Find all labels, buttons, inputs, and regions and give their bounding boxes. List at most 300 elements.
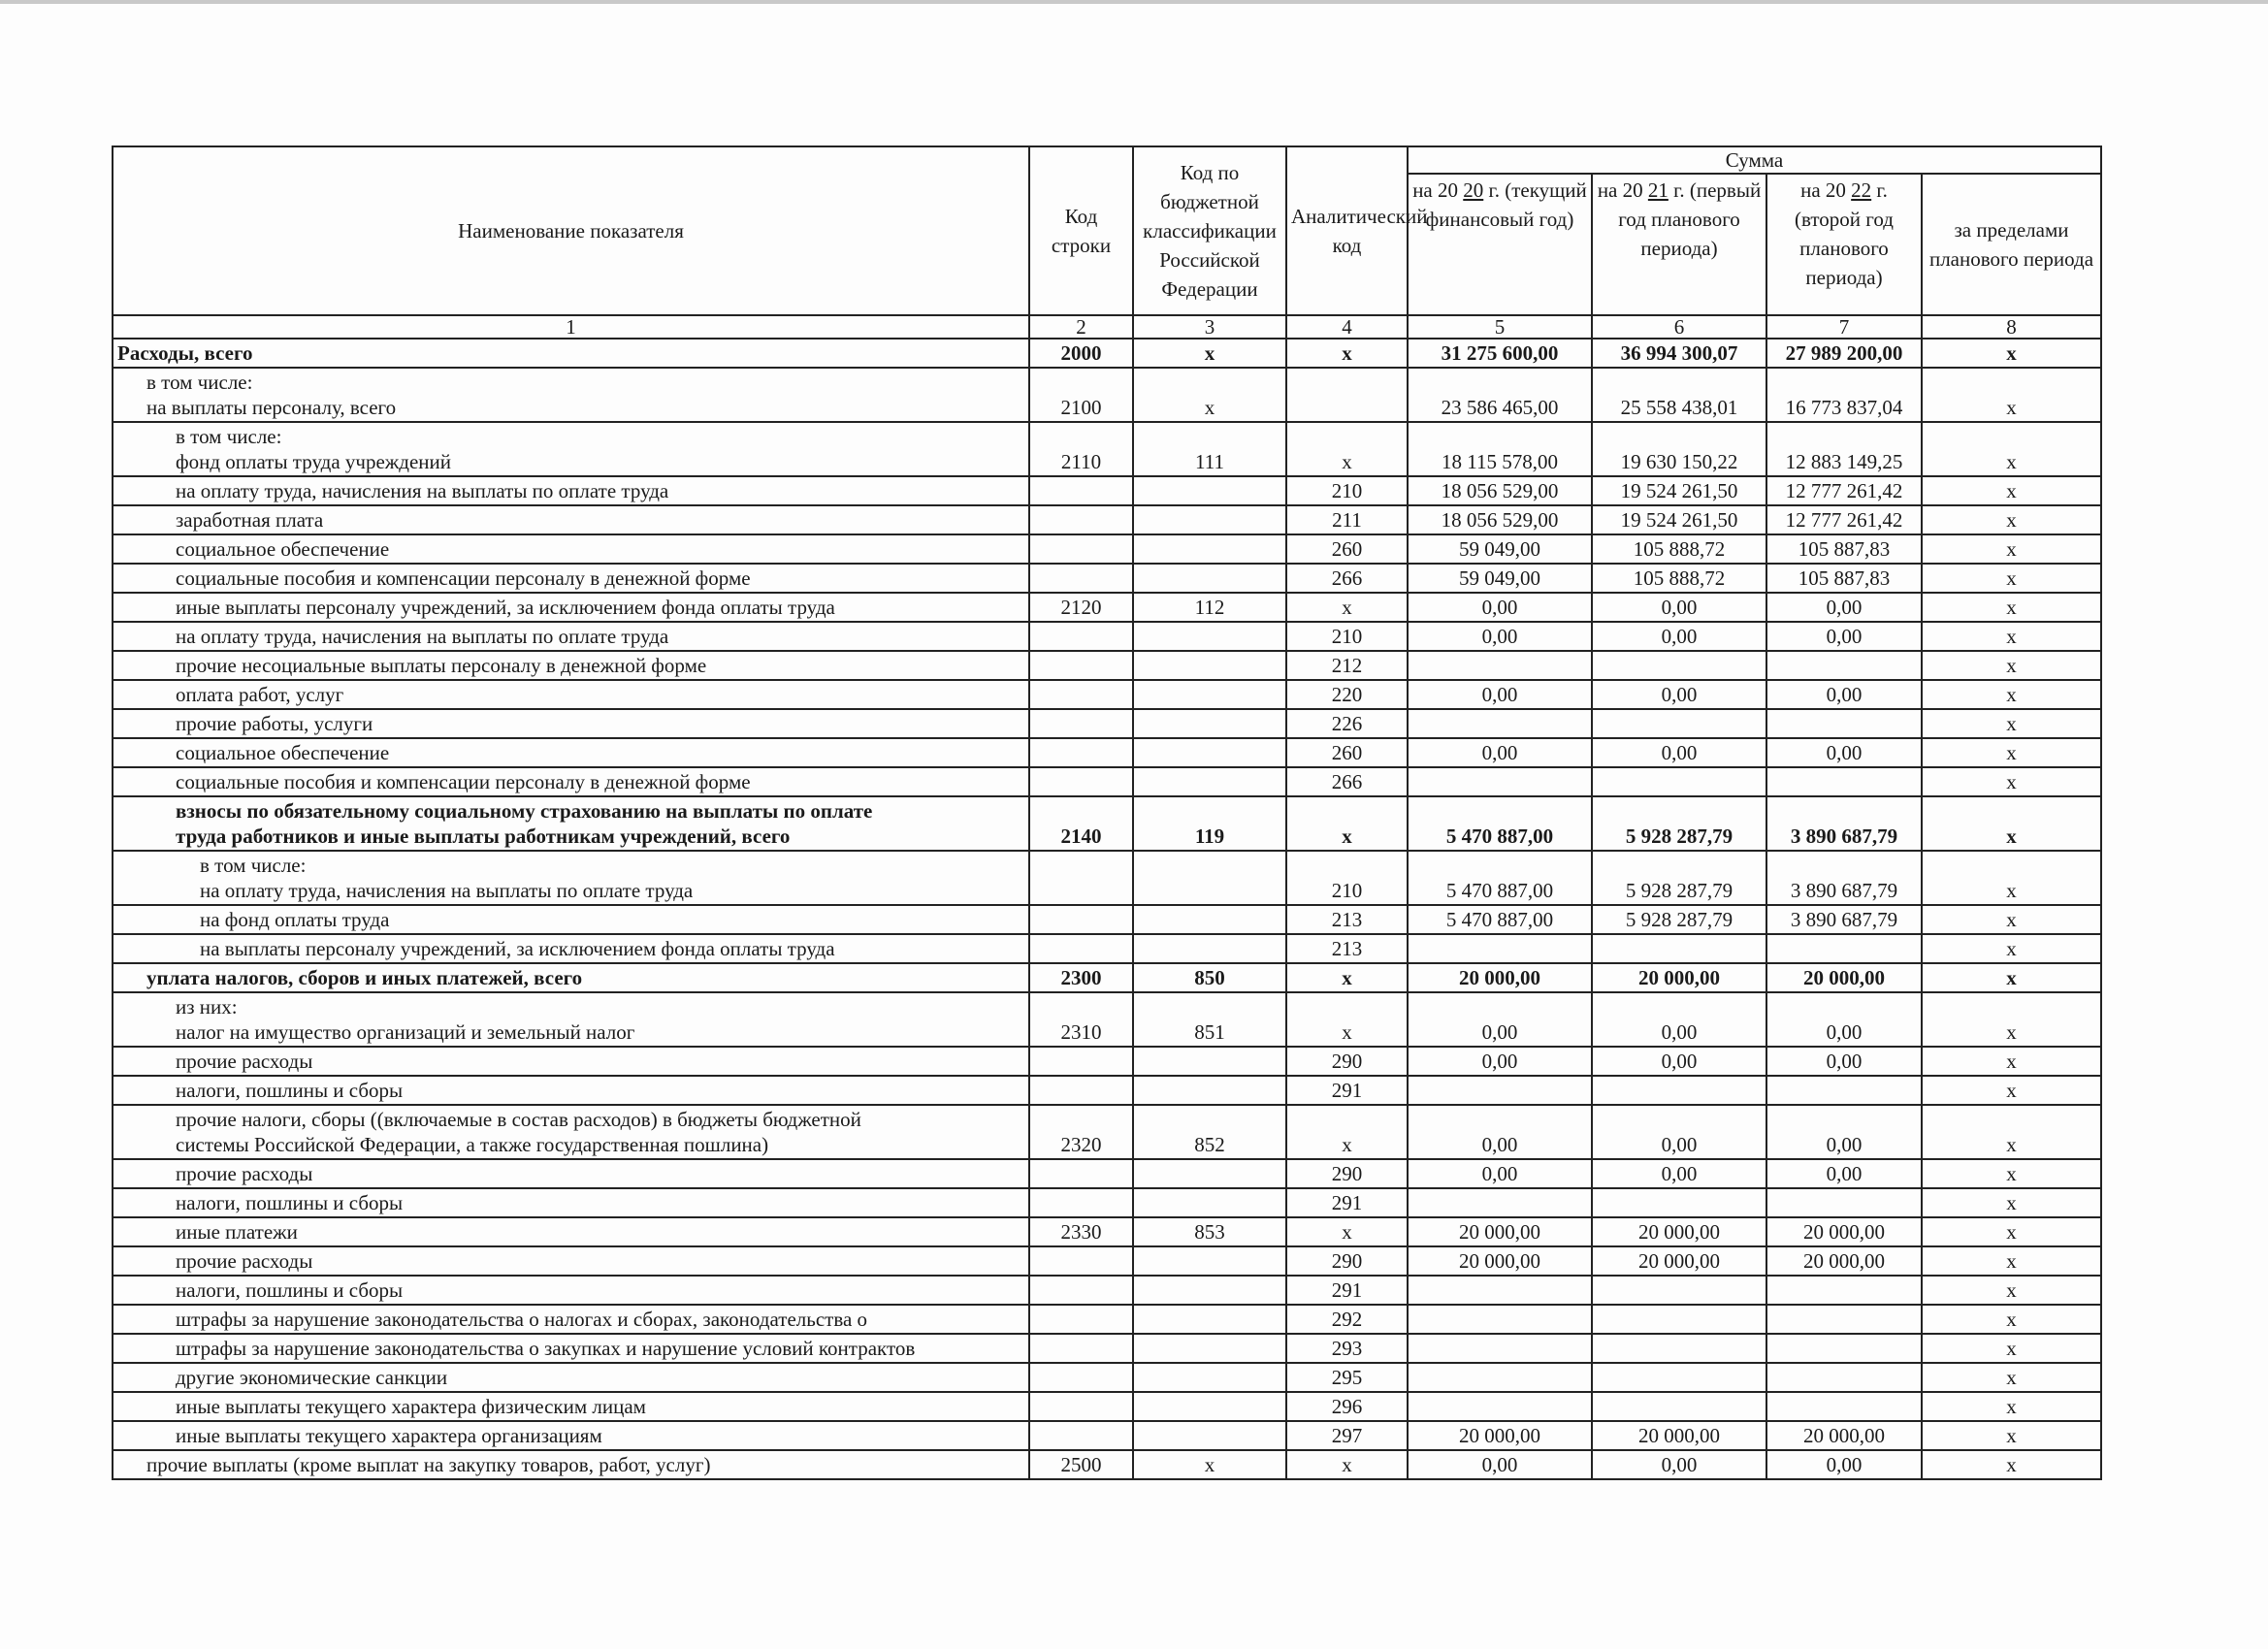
sum-second-plan-year-cell: 0,00 bbox=[1766, 738, 1922, 767]
table-row bbox=[113, 1188, 2101, 1217]
col-number: 8 bbox=[1922, 315, 2101, 339]
sum-current-year-cell bbox=[1408, 767, 1592, 796]
sum-current-year-cell bbox=[1408, 1188, 1592, 1217]
analytic-code-cell: 297 bbox=[1286, 1421, 1408, 1450]
sum-second-plan-year-cell bbox=[1766, 767, 1922, 796]
analytic-code-cell: 266 bbox=[1286, 564, 1408, 593]
sum-beyond-plan-cell: x bbox=[1922, 905, 2101, 934]
sum-current-year-cell: 0,00 bbox=[1408, 1047, 1592, 1076]
analytic-code-cell: x bbox=[1286, 422, 1408, 476]
analytic-code-cell: 290 bbox=[1286, 1047, 1408, 1076]
table-row bbox=[113, 422, 2101, 476]
analytic-code-cell: x bbox=[1286, 1450, 1408, 1479]
line-code-cell: 2500 bbox=[1029, 1450, 1133, 1479]
indicator-name-cell bbox=[113, 534, 1029, 564]
sum-first-plan-year-cell bbox=[1592, 1305, 1766, 1334]
sum-first-plan-year-cell: 0,00 bbox=[1592, 992, 1766, 1047]
indicator-name-line: на оплату труда, начисления на выплаты по оплате труда bbox=[200, 879, 694, 902]
sum-second-plan-year-cell: 105 887,83 bbox=[1766, 564, 1922, 593]
indicator-name-cell bbox=[113, 1276, 1029, 1305]
sum-beyond-plan-cell: x bbox=[1922, 709, 2101, 738]
line-code-cell: 2000 bbox=[1029, 339, 1133, 368]
indicator-name-line: на оплату труда, начисления на выплаты по оплате труда bbox=[176, 625, 669, 648]
sum-current-year-cell bbox=[1408, 934, 1592, 963]
kbk-cell bbox=[1133, 1188, 1286, 1217]
sum-beyond-plan-cell: x bbox=[1922, 505, 2101, 534]
sum-second-plan-year-cell: 0,00 bbox=[1766, 593, 1922, 622]
table-row bbox=[113, 992, 2101, 1047]
kbk-cell bbox=[1133, 1246, 1286, 1276]
table-row bbox=[113, 1392, 2101, 1421]
sum-beyond-plan-cell: x bbox=[1922, 738, 2101, 767]
sum-second-plan-year-cell: 16 773 837,04 bbox=[1766, 368, 1922, 422]
sum-current-year-cell: 0,00 bbox=[1408, 738, 1592, 767]
line-code-cell bbox=[1029, 1276, 1133, 1305]
line-code-cell bbox=[1029, 564, 1133, 593]
sum-first-plan-year-cell bbox=[1592, 651, 1766, 680]
sum-beyond-plan-cell: x bbox=[1922, 1363, 2101, 1392]
sum-beyond-plan-cell: x bbox=[1922, 476, 2101, 505]
line-code-cell: 2100 bbox=[1029, 368, 1133, 422]
kbk-cell bbox=[1133, 1076, 1286, 1105]
indicator-name-cell bbox=[113, 709, 1029, 738]
indicator-name-line: прочие расходы bbox=[176, 1050, 313, 1073]
indicator-name-cell bbox=[113, 564, 1029, 593]
indicator-name-line: прочие работы, услуги bbox=[176, 712, 373, 735]
sum-first-plan-year-cell: 5 928 287,79 bbox=[1592, 796, 1766, 851]
sum-current-year-cell: 59 049,00 bbox=[1408, 534, 1592, 564]
sum-beyond-plan-cell: x bbox=[1922, 564, 2101, 593]
kbk-cell bbox=[1133, 1305, 1286, 1334]
sum-first-plan-year-cell: 5 928 287,79 bbox=[1592, 905, 1766, 934]
kbk-cell bbox=[1133, 534, 1286, 564]
col-number: 7 bbox=[1766, 315, 1922, 339]
indicator-name-line: иные платежи bbox=[176, 1220, 298, 1244]
sum-second-plan-year-cell bbox=[1766, 1334, 1922, 1363]
table-row bbox=[113, 476, 2101, 505]
sum-beyond-plan-cell: x bbox=[1922, 963, 2101, 992]
sum-first-plan-year-cell bbox=[1592, 1392, 1766, 1421]
indicator-name-line: в том числе: bbox=[176, 425, 282, 448]
indicator-name-line: Расходы, всего bbox=[117, 341, 253, 365]
sum-current-year-cell: 20 000,00 bbox=[1408, 1246, 1592, 1276]
sum-current-year-cell: 0,00 bbox=[1408, 1450, 1592, 1479]
kbk-cell bbox=[1133, 1421, 1286, 1450]
indicator-name-line: оплата работ, услуг bbox=[176, 683, 344, 706]
sum-beyond-plan-cell: x bbox=[1922, 368, 2101, 422]
sum-first-plan-year-cell: 0,00 bbox=[1592, 1450, 1766, 1479]
line-code-cell bbox=[1029, 651, 1133, 680]
indicator-name-line: в том числе: bbox=[200, 854, 307, 877]
sum-second-plan-year-cell: 20 000,00 bbox=[1766, 963, 1922, 992]
kbk-cell bbox=[1133, 709, 1286, 738]
sum-current-year-cell bbox=[1408, 1392, 1592, 1421]
analytic-code-cell: 293 bbox=[1286, 1334, 1408, 1363]
sum-current-year-cell: 31 275 600,00 bbox=[1408, 339, 1592, 368]
indicator-name-line: налог на имущество организаций и земельный налог bbox=[176, 1020, 635, 1044]
indicator-name-line: иные выплаты текущего характера физическим лицам bbox=[176, 1395, 646, 1418]
indicator-name-cell bbox=[113, 1188, 1029, 1217]
indicator-name-line: другие экономические санкции bbox=[176, 1366, 448, 1389]
line-code-cell: 2120 bbox=[1029, 593, 1133, 622]
table-row bbox=[113, 963, 2101, 992]
sum-first-plan-year-cell: 5 928 287,79 bbox=[1592, 851, 1766, 905]
line-code-cell: 2330 bbox=[1029, 1217, 1133, 1246]
header-analytic-code: Аналитический код bbox=[1286, 146, 1408, 315]
analytic-code-cell: 266 bbox=[1286, 767, 1408, 796]
indicator-name-cell bbox=[113, 738, 1029, 767]
line-code-cell bbox=[1029, 1159, 1133, 1188]
indicator-name-cell bbox=[113, 1363, 1029, 1392]
sum-first-plan-year-cell bbox=[1592, 709, 1766, 738]
kbk-cell bbox=[1133, 680, 1286, 709]
indicator-name-line: из них: bbox=[176, 995, 238, 1018]
table-row bbox=[113, 1450, 2101, 1479]
sum-beyond-plan-cell: x bbox=[1922, 1188, 2101, 1217]
table-row bbox=[113, 368, 2101, 422]
sum-beyond-plan-cell: x bbox=[1922, 1450, 2101, 1479]
table-row bbox=[113, 1363, 2101, 1392]
kbk-cell bbox=[1133, 476, 1286, 505]
kbk-cell bbox=[1133, 1047, 1286, 1076]
indicator-name-line: социальные пособия и компенсации персоналу в денежной форме bbox=[176, 566, 751, 590]
scan-edge bbox=[0, 0, 2268, 4]
sum-first-plan-year-cell: 0,00 bbox=[1592, 738, 1766, 767]
sum-first-plan-year-cell bbox=[1592, 1076, 1766, 1105]
sum-beyond-plan-cell: x bbox=[1922, 1217, 2101, 1246]
table-row bbox=[113, 622, 2101, 651]
table-row bbox=[113, 1217, 2101, 1246]
sum-current-year-cell bbox=[1408, 1305, 1592, 1334]
analytic-code-cell: 220 bbox=[1286, 680, 1408, 709]
kbk-cell bbox=[1133, 738, 1286, 767]
sum-first-plan-year-cell bbox=[1592, 1188, 1766, 1217]
sum-current-year-cell: 5 470 887,00 bbox=[1408, 796, 1592, 851]
analytic-code-cell: 296 bbox=[1286, 1392, 1408, 1421]
table-row bbox=[113, 534, 2101, 564]
line-code-cell bbox=[1029, 1363, 1133, 1392]
line-code-cell bbox=[1029, 709, 1133, 738]
table-row bbox=[113, 1421, 2101, 1450]
table-row bbox=[113, 1159, 2101, 1188]
sum-beyond-plan-cell: x bbox=[1922, 1105, 2101, 1159]
indicator-name-line: фонд оплаты труда учреждений bbox=[176, 450, 452, 473]
table-row bbox=[113, 339, 2101, 368]
sum-first-plan-year-cell: 105 888,72 bbox=[1592, 534, 1766, 564]
table-row bbox=[113, 934, 2101, 963]
indicator-name-cell bbox=[113, 992, 1029, 1047]
sum-beyond-plan-cell: x bbox=[1922, 651, 2101, 680]
sum-second-plan-year-cell bbox=[1766, 1363, 1922, 1392]
indicator-name-cell bbox=[113, 1076, 1029, 1105]
sum-first-plan-year-cell: 0,00 bbox=[1592, 622, 1766, 651]
analytic-code-cell: 210 bbox=[1286, 476, 1408, 505]
line-code-cell bbox=[1029, 738, 1133, 767]
sum-beyond-plan-cell: x bbox=[1922, 1334, 2101, 1363]
indicator-name-cell bbox=[113, 1246, 1029, 1276]
header-line-code: Код строки bbox=[1029, 146, 1133, 315]
sum-second-plan-year-cell: 0,00 bbox=[1766, 992, 1922, 1047]
line-code-cell: 2320 bbox=[1029, 1105, 1133, 1159]
sum-beyond-plan-cell: x bbox=[1922, 339, 2101, 368]
sum-first-plan-year-cell: 20 000,00 bbox=[1592, 1246, 1766, 1276]
sum-second-plan-year-cell bbox=[1766, 934, 1922, 963]
indicator-name-cell bbox=[113, 651, 1029, 680]
sum-first-plan-year-cell: 20 000,00 bbox=[1592, 1217, 1766, 1246]
indicator-name-line: прочие выплаты (кроме выплат на закупку товаров, работ, услуг) bbox=[146, 1453, 711, 1476]
sum-second-plan-year-cell: 12 883 149,25 bbox=[1766, 422, 1922, 476]
sum-current-year-cell: 18 056 529,00 bbox=[1408, 476, 1592, 505]
sum-beyond-plan-cell: x bbox=[1922, 593, 2101, 622]
sum-beyond-plan-cell: x bbox=[1922, 422, 2101, 476]
indicator-name-line: социальное обеспечение bbox=[176, 741, 390, 764]
sum-beyond-plan-cell: x bbox=[1922, 622, 2101, 651]
line-code-cell bbox=[1029, 505, 1133, 534]
line-code-cell: 2140 bbox=[1029, 796, 1133, 851]
indicator-name-cell bbox=[113, 1392, 1029, 1421]
kbk-cell: 851 bbox=[1133, 992, 1286, 1047]
sum-beyond-plan-cell: x bbox=[1922, 1047, 2101, 1076]
line-code-cell bbox=[1029, 476, 1133, 505]
sum-current-year-cell: 5 470 887,00 bbox=[1408, 851, 1592, 905]
header-name: Наименование показателя bbox=[113, 146, 1029, 315]
line-code-cell: 2110 bbox=[1029, 422, 1133, 476]
sum-beyond-plan-cell: x bbox=[1922, 851, 2101, 905]
indicator-name-cell bbox=[113, 767, 1029, 796]
kbk-cell: 119 bbox=[1133, 796, 1286, 851]
sum-beyond-plan-cell: x bbox=[1922, 1392, 2101, 1421]
header-sum: Сумма bbox=[1408, 146, 2101, 174]
indicator-name-cell bbox=[113, 1159, 1029, 1188]
sum-second-plan-year-cell bbox=[1766, 1276, 1922, 1305]
indicator-name-cell bbox=[113, 1047, 1029, 1076]
analytic-code-cell: x bbox=[1286, 992, 1408, 1047]
indicator-name-line: уплата налогов, сборов и иных платежей, всего bbox=[146, 966, 583, 989]
kbk-cell bbox=[1133, 1276, 1286, 1305]
sum-second-plan-year-cell: 3 890 687,79 bbox=[1766, 905, 1922, 934]
indicator-name-cell bbox=[113, 1450, 1029, 1479]
sum-current-year-cell: 0,00 bbox=[1408, 680, 1592, 709]
analytic-code-cell: 210 bbox=[1286, 851, 1408, 905]
sum-second-plan-year-cell bbox=[1766, 709, 1922, 738]
sum-current-year-cell: 5 470 887,00 bbox=[1408, 905, 1592, 934]
kbk-cell bbox=[1133, 1334, 1286, 1363]
indicator-name-line: на выплаты персоналу, всего bbox=[146, 396, 397, 419]
indicator-name-cell bbox=[113, 622, 1029, 651]
sum-beyond-plan-cell: x bbox=[1922, 1159, 2101, 1188]
sum-first-plan-year-cell: 19 524 261,50 bbox=[1592, 476, 1766, 505]
header-year-first-plan: на 20 21 г. (первый год планового периода) bbox=[1592, 174, 1766, 315]
sum-beyond-plan-cell: x bbox=[1922, 992, 2101, 1047]
sum-first-plan-year-cell: 20 000,00 bbox=[1592, 1421, 1766, 1450]
line-code-cell bbox=[1029, 767, 1133, 796]
kbk-cell bbox=[1133, 1363, 1286, 1392]
sum-second-plan-year-cell bbox=[1766, 1392, 1922, 1421]
analytic-code-cell: x bbox=[1286, 796, 1408, 851]
indicator-name-cell bbox=[113, 1217, 1029, 1246]
sum-current-year-cell bbox=[1408, 709, 1592, 738]
indicator-name-cell bbox=[113, 476, 1029, 505]
sum-beyond-plan-cell: x bbox=[1922, 1246, 2101, 1276]
table-body bbox=[113, 339, 2101, 1479]
analytic-code-cell: 226 bbox=[1286, 709, 1408, 738]
kbk-cell: x bbox=[1133, 1450, 1286, 1479]
kbk-cell bbox=[1133, 934, 1286, 963]
sum-current-year-cell: 0,00 bbox=[1408, 593, 1592, 622]
sum-second-plan-year-cell: 27 989 200,00 bbox=[1766, 339, 1922, 368]
indicator-name-line: штрафы за нарушение законодательства о закупках и нарушение условий контрактов bbox=[176, 1337, 916, 1360]
sum-second-plan-year-cell: 3 890 687,79 bbox=[1766, 851, 1922, 905]
indicator-name-cell bbox=[113, 680, 1029, 709]
sum-beyond-plan-cell: x bbox=[1922, 680, 2101, 709]
kbk-cell: 853 bbox=[1133, 1217, 1286, 1246]
line-code-cell bbox=[1029, 1047, 1133, 1076]
indicator-name-cell bbox=[113, 422, 1029, 476]
indicator-name-cell bbox=[113, 934, 1029, 963]
sum-second-plan-year-cell bbox=[1766, 651, 1922, 680]
analytic-code-cell: 290 bbox=[1286, 1159, 1408, 1188]
kbk-cell bbox=[1133, 1392, 1286, 1421]
line-code-cell bbox=[1029, 1421, 1133, 1450]
col-number: 6 bbox=[1592, 315, 1766, 339]
indicator-name-line: прочие расходы bbox=[176, 1249, 313, 1273]
kbk-cell bbox=[1133, 651, 1286, 680]
analytic-code-cell: 291 bbox=[1286, 1276, 1408, 1305]
sum-current-year-cell: 23 586 465,00 bbox=[1408, 368, 1592, 422]
indicator-name-line: штрафы за нарушение законодательства о налогах и сборах, законодательства о bbox=[176, 1308, 868, 1331]
indicator-name-line: прочие несоциальные выплаты персоналу в денежной форме bbox=[176, 654, 707, 677]
line-code-cell bbox=[1029, 1334, 1133, 1363]
sum-beyond-plan-cell: x bbox=[1922, 767, 2101, 796]
indicator-name-cell bbox=[113, 851, 1029, 905]
table-row bbox=[113, 796, 2101, 851]
sum-beyond-plan-cell: x bbox=[1922, 796, 2101, 851]
sum-current-year-cell bbox=[1408, 1363, 1592, 1392]
indicator-name-cell bbox=[113, 339, 1029, 368]
sum-second-plan-year-cell bbox=[1766, 1076, 1922, 1105]
table-row bbox=[113, 738, 2101, 767]
analytic-code-cell: 291 bbox=[1286, 1076, 1408, 1105]
indicator-name-line: на оплату труда, начисления на выплаты по оплате труда bbox=[176, 479, 669, 502]
sum-first-plan-year-cell bbox=[1592, 767, 1766, 796]
sum-first-plan-year-cell: 0,00 bbox=[1592, 1047, 1766, 1076]
col-number: 2 bbox=[1029, 315, 1133, 339]
kbk-cell: x bbox=[1133, 368, 1286, 422]
sum-current-year-cell: 20 000,00 bbox=[1408, 1217, 1592, 1246]
col-number: 5 bbox=[1408, 315, 1592, 339]
indicator-name-line: труда работников и иные выплаты работникам учреждений, всего bbox=[176, 824, 791, 848]
sum-first-plan-year-cell: 19 630 150,22 bbox=[1592, 422, 1766, 476]
indicator-name-line: прочие расходы bbox=[176, 1162, 313, 1185]
header-year-second-plan: на 20 22 г. (второй год планового периода) bbox=[1766, 174, 1922, 315]
sum-current-year-cell: 20 000,00 bbox=[1408, 1421, 1592, 1450]
indicator-name-line: прочие налоги, сборы ((включаемые в состав расходов) в бюджеты бюджетной bbox=[176, 1108, 861, 1131]
sum-second-plan-year-cell bbox=[1766, 1305, 1922, 1334]
line-code-cell bbox=[1029, 934, 1133, 963]
indicator-name-line: социальные пособия и компенсации персоналу в денежной форме bbox=[176, 770, 751, 793]
kbk-cell bbox=[1133, 1159, 1286, 1188]
sum-beyond-plan-cell: x bbox=[1922, 934, 2101, 963]
indicator-name-line: иные выплаты текущего характера организациям bbox=[176, 1424, 602, 1447]
line-code-cell bbox=[1029, 1392, 1133, 1421]
indicator-name-line: иные выплаты персоналу учреждений, за исключением фонда оплаты труда bbox=[176, 596, 835, 619]
table-row bbox=[113, 767, 2101, 796]
header-budget-classification: Код по бюджетной классификации Российской Федерации bbox=[1133, 146, 1286, 315]
line-code-cell bbox=[1029, 1305, 1133, 1334]
kbk-cell bbox=[1133, 564, 1286, 593]
sum-beyond-plan-cell: x bbox=[1922, 1076, 2101, 1105]
table-row bbox=[113, 1246, 2101, 1276]
analytic-code-cell: 291 bbox=[1286, 1188, 1408, 1217]
sum-first-plan-year-cell bbox=[1592, 1276, 1766, 1305]
sum-current-year-cell: 0,00 bbox=[1408, 622, 1592, 651]
indicator-name-cell bbox=[113, 796, 1029, 851]
table-row bbox=[113, 709, 2101, 738]
sum-second-plan-year-cell bbox=[1766, 1188, 1922, 1217]
kbk-cell: 850 bbox=[1133, 963, 1286, 992]
sum-beyond-plan-cell: x bbox=[1922, 1305, 2101, 1334]
analytic-code-cell: 213 bbox=[1286, 934, 1408, 963]
table-row bbox=[113, 1334, 2101, 1363]
analytic-code-cell: 213 bbox=[1286, 905, 1408, 934]
sum-current-year-cell: 0,00 bbox=[1408, 1105, 1592, 1159]
sum-first-plan-year-cell: 105 888,72 bbox=[1592, 564, 1766, 593]
sum-second-plan-year-cell: 0,00 bbox=[1766, 680, 1922, 709]
table-row bbox=[113, 1105, 2101, 1159]
header-beyond-plan: за пределами планового периода bbox=[1922, 174, 2101, 315]
analytic-code-cell: 210 bbox=[1286, 622, 1408, 651]
sum-second-plan-year-cell: 0,00 bbox=[1766, 1047, 1922, 1076]
indicator-name-cell bbox=[113, 505, 1029, 534]
sum-first-plan-year-cell: 20 000,00 bbox=[1592, 963, 1766, 992]
line-code-cell bbox=[1029, 622, 1133, 651]
kbk-cell: 112 bbox=[1133, 593, 1286, 622]
analytic-code-cell: x bbox=[1286, 1105, 1408, 1159]
line-code-cell bbox=[1029, 680, 1133, 709]
sum-current-year-cell: 59 049,00 bbox=[1408, 564, 1592, 593]
analytic-code-cell: 290 bbox=[1286, 1246, 1408, 1276]
analytic-code-cell: x bbox=[1286, 339, 1408, 368]
indicator-name-line: заработная плата bbox=[176, 508, 324, 532]
table-row bbox=[113, 1305, 2101, 1334]
analytic-code-cell: 260 bbox=[1286, 738, 1408, 767]
line-code-cell bbox=[1029, 1246, 1133, 1276]
table-row bbox=[113, 1076, 2101, 1105]
sum-second-plan-year-cell: 3 890 687,79 bbox=[1766, 796, 1922, 851]
table-row bbox=[113, 1047, 2101, 1076]
indicator-name-cell bbox=[113, 905, 1029, 934]
indicator-name-line: на фонд оплаты труда bbox=[200, 908, 390, 931]
indicator-name-line: налоги, пошлины и сборы bbox=[176, 1079, 404, 1102]
sum-current-year-cell bbox=[1408, 1276, 1592, 1305]
col-number: 3 bbox=[1133, 315, 1286, 339]
indicator-name-line: налоги, пошлины и сборы bbox=[176, 1278, 404, 1302]
table-row bbox=[113, 1276, 2101, 1305]
sum-second-plan-year-cell: 0,00 bbox=[1766, 1450, 1922, 1479]
table-row bbox=[113, 505, 2101, 534]
indicator-name-cell bbox=[113, 1105, 1029, 1159]
line-code-cell bbox=[1029, 851, 1133, 905]
kbk-cell bbox=[1133, 505, 1286, 534]
analytic-code-cell: 292 bbox=[1286, 1305, 1408, 1334]
line-code-cell: 2300 bbox=[1029, 963, 1133, 992]
analytic-code-cell: 260 bbox=[1286, 534, 1408, 564]
col-number: 1 bbox=[113, 315, 1029, 339]
header-year-current: на 20 20 г. (текущий финансовый год) bbox=[1408, 174, 1592, 315]
sum-second-plan-year-cell: 0,00 bbox=[1766, 1159, 1922, 1188]
table-row bbox=[113, 905, 2101, 934]
sum-current-year-cell: 18 056 529,00 bbox=[1408, 505, 1592, 534]
